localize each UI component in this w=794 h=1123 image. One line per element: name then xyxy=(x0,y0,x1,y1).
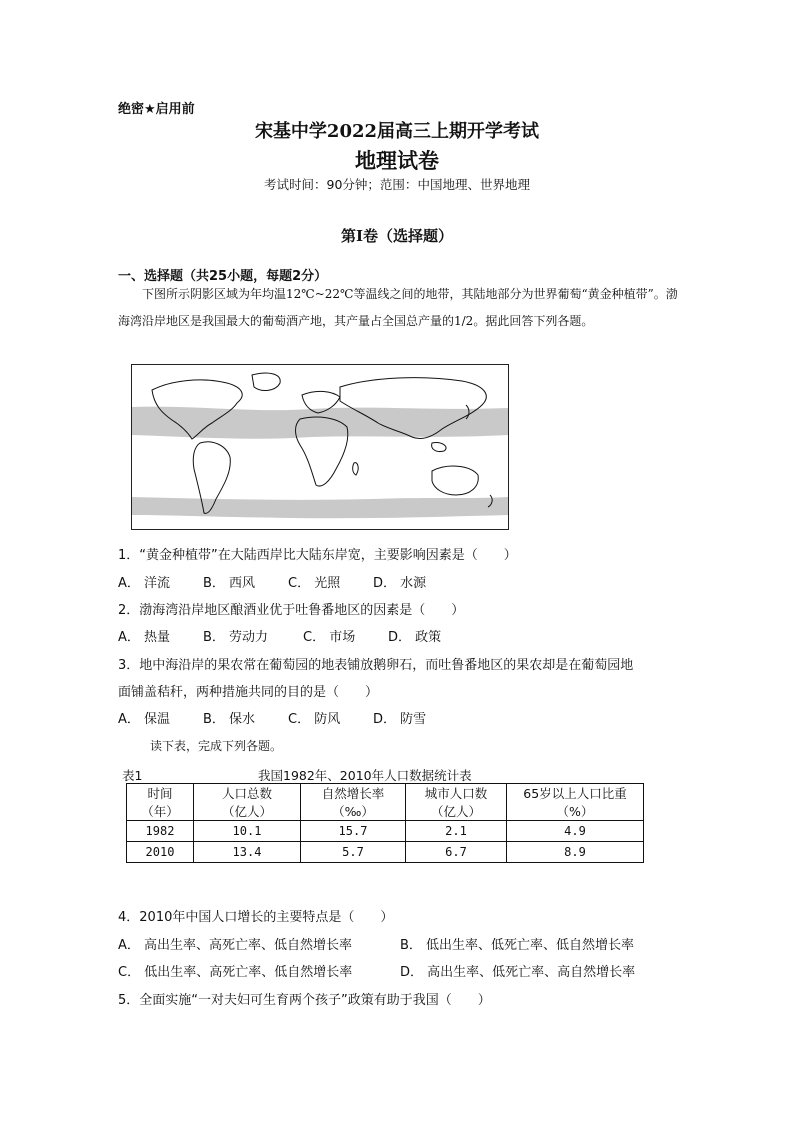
option-c[interactable]: C． 光照 xyxy=(288,576,341,591)
table-cell: 6.7 xyxy=(406,842,507,863)
option-c[interactable]: C． 低出生率、高死亡率、低自然增长率 xyxy=(118,965,353,980)
world-map-figure xyxy=(131,364,509,530)
option-d[interactable]: D． 防雪 xyxy=(373,712,427,727)
table-cell: 10.1 xyxy=(194,821,301,842)
table-intro: 读下表，完成下列各题。 xyxy=(150,739,283,753)
table-cell: 2.1 xyxy=(406,821,507,842)
volume-heading: 第I卷（选择题） xyxy=(340,227,454,245)
header-growth-rate: 自然增长率 （‰） xyxy=(301,784,406,821)
intro-paragraph: 下图所示阴影区域为年均温12℃~22℃等温线之间的地带，其陆地部分为世界葡萄“黄金种植带”。渤海湾沿岸地区是我国最大的葡萄酒产地，其产量占全国总产量的1/2。据此回答下列各题。 xyxy=(118,287,678,328)
question-1: 1．“黄金种植带”在大陆西岸比大陆东岸宽，主要影响因素是（ ） xyxy=(118,548,517,563)
table-cell: 8.9 xyxy=(507,842,644,863)
table-cell: 13.4 xyxy=(194,842,301,863)
table-header-row xyxy=(127,784,644,821)
exam-meta: 考试时间：90分钟；范围：中国地理、世界地理 xyxy=(264,177,530,192)
option-a[interactable]: A． 保温 xyxy=(118,712,171,727)
table-cell: 15.7 xyxy=(301,821,406,842)
table-cell: 5.7 xyxy=(301,842,406,863)
question-3: 3．地中海沿岸的果农常在葡萄园的地表铺放鹅卵石，而吐鲁番地区的果农却是在葡萄园地 xyxy=(118,658,634,673)
table-row xyxy=(127,821,644,842)
table-cell: 1982 xyxy=(127,821,194,842)
question-5: 5．全面实施“一对夫妇可生育两个孩子”政策有助于我国（ ） xyxy=(118,993,491,1008)
section-heading: 一、选择题（共25小题，每题2分） xyxy=(118,269,328,284)
population-table xyxy=(126,783,644,863)
option-c[interactable]: C． 市场 xyxy=(303,630,356,645)
option-b[interactable]: B． 西风 xyxy=(203,576,256,591)
table-row xyxy=(127,842,644,863)
question-1-options xyxy=(118,572,458,591)
option-d[interactable]: D． 高出生率、低死亡率、高自然增长率 xyxy=(400,965,636,980)
table-caption: 我国1982年、2010年人口数据统计表 xyxy=(258,768,472,783)
option-c[interactable]: C． 防风 xyxy=(288,712,341,727)
option-b[interactable]: B． 劳动力 xyxy=(203,630,269,645)
header-year: 时间 （年） xyxy=(127,784,194,821)
option-d[interactable]: D． 政策 xyxy=(388,630,442,645)
option-a[interactable]: A． 洋流 xyxy=(118,576,171,591)
confidential-label: 绝密★启用前 xyxy=(118,102,195,117)
question-4: 4．2010年中国人口增长的主要特点是（ ） xyxy=(118,910,394,925)
subject-title: 地理试卷 xyxy=(355,148,439,173)
continent-outlines xyxy=(152,373,492,513)
option-a[interactable]: A． 热量 xyxy=(118,630,171,645)
south-golden-belt xyxy=(132,497,508,518)
question-4-options-row2 xyxy=(118,961,635,980)
question-4-options-row1 xyxy=(118,934,634,953)
option-a[interactable]: A． 高出生率、高死亡率、低自然增长率 xyxy=(118,938,353,953)
option-b[interactable]: B． 保水 xyxy=(203,712,256,727)
world-map-svg xyxy=(132,365,508,529)
question-2: 2．渤海湾沿岸地区酿酒业优于吐鲁番地区的因素是（ ） xyxy=(118,603,465,618)
option-b[interactable]: B． 低出生率、低死亡率、低自然增长率 xyxy=(400,938,635,953)
header-elderly-ratio: 65岁以上人口比重 （%） xyxy=(507,784,644,821)
exam-title: 宋基中学2022届高三上期开学考试 xyxy=(254,121,540,142)
table-cell: 2010 xyxy=(127,842,194,863)
question-3-options xyxy=(118,708,458,727)
question-3-continued: 面铺盖秸秆，两种措施共同的目的是（ ） xyxy=(118,685,379,700)
question-2-options xyxy=(118,626,473,645)
option-d[interactable]: D． 水源 xyxy=(373,576,427,591)
header-population: 人口总数 （亿人） xyxy=(194,784,301,821)
table-cell: 4.9 xyxy=(507,821,644,842)
table-label: 表1 xyxy=(122,768,143,783)
header-urban-population: 城市人口数 （亿人） xyxy=(406,784,507,821)
